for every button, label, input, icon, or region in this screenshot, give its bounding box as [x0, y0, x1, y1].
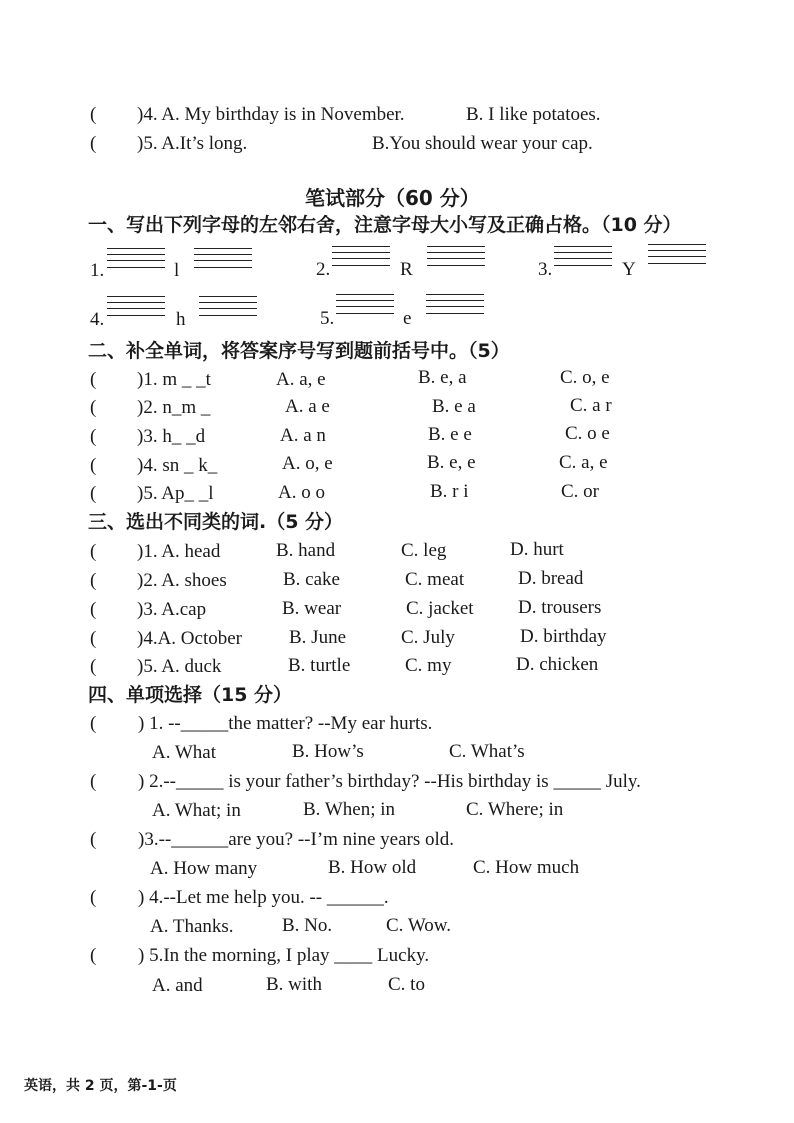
letter-item-number: 1. — [90, 260, 105, 281]
writing-grid[interactable] — [336, 294, 394, 314]
option-b: B. e a — [432, 396, 476, 417]
paren: ( — [90, 829, 97, 850]
option-a: A. a e — [285, 396, 330, 417]
option-a: A. What; in — [152, 800, 241, 821]
option-a: )4.A. October — [137, 628, 242, 649]
option-a: A. What — [152, 742, 217, 763]
option-c: C. What’s — [449, 741, 525, 762]
paren: ( — [90, 887, 97, 908]
question-text: )2. n_m _ — [137, 397, 211, 418]
paren: ( — [90, 104, 97, 125]
option-a: )5. A. duck — [137, 656, 222, 677]
option-b: B. turtle — [288, 655, 351, 676]
question-text: ) 2.--_____ is your father’s birthday? --His birthday is _____ July. — [138, 771, 641, 792]
option-c: C. o e — [565, 423, 610, 444]
paren: ( — [90, 570, 97, 591]
section-heading: 二、补全单词，将答案序号写到题前括号中。（5） — [88, 340, 510, 362]
writing-grid[interactable] — [199, 296, 257, 316]
option-b: B. cake — [283, 569, 340, 590]
option-c: C. a, e — [559, 452, 608, 473]
question-text: ) 5.In the morning, I play ____ Lucky. — [138, 945, 430, 966]
paren: ( — [90, 599, 97, 620]
letter-item-number: 5. — [320, 308, 335, 329]
paren: ( — [90, 369, 97, 390]
question-text: )5. Ap_ _l — [137, 483, 214, 504]
letter-item-number: 2. — [316, 259, 331, 280]
writing-grid[interactable] — [194, 248, 252, 268]
option-b: B. r i — [430, 481, 469, 502]
option-c: C. Wow. — [386, 915, 451, 936]
option-b: B. e, a — [418, 367, 467, 388]
letter-item-number: 3. — [538, 259, 553, 280]
option-d: D. chicken — [516, 654, 599, 675]
option-b: B. How old — [328, 857, 417, 878]
question-text: )4. sn _ k_ — [137, 455, 218, 476]
option-b: B. wear — [282, 598, 342, 619]
given-letter: l — [174, 260, 180, 281]
option-d: D. trousers — [518, 597, 602, 618]
writing-grid[interactable] — [107, 296, 165, 316]
option-a: )2. A. shoes — [137, 570, 227, 591]
question-text: )3.--______are you? --I’m nine years old. — [138, 829, 455, 850]
paren: ( — [90, 426, 97, 447]
option-c: C. or — [561, 481, 599, 502]
paren: ( — [90, 541, 97, 562]
question-text: )4. A. My birthday is in November. — [137, 104, 405, 125]
writing-grid[interactable] — [107, 248, 165, 268]
option-b: B. I like potatoes. — [466, 104, 601, 125]
paren: ( — [90, 713, 97, 734]
given-letter: h — [176, 309, 186, 330]
option-b: B. e e — [428, 424, 472, 445]
question-text: )1. m _ _t — [137, 369, 211, 390]
paren: ( — [90, 483, 97, 504]
option-b: B.You should wear your cap. — [372, 133, 593, 154]
section-heading: 三、选出不同类的词.（5 分） — [88, 511, 344, 533]
paren: ( — [90, 628, 97, 649]
option-a: A. and — [152, 975, 203, 996]
given-letter: R — [400, 259, 413, 280]
paren: ( — [90, 397, 97, 418]
question-text: )3. h_ _d — [137, 426, 206, 447]
option-c: C. July — [401, 627, 455, 648]
option-c: C. jacket — [406, 598, 474, 619]
option-c: C. leg — [401, 540, 447, 561]
option-b: B. with — [266, 974, 322, 995]
option-c: C. How much — [473, 857, 580, 878]
paren: ( — [90, 945, 97, 966]
page-title: 笔试部分（60 分） — [305, 186, 480, 210]
option-c: C. a r — [570, 395, 612, 416]
option-c: C. meat — [405, 569, 465, 590]
option-a: A. How many — [150, 858, 258, 879]
option-a: )3. A.cap — [137, 599, 207, 620]
paren: ( — [90, 656, 97, 677]
paren: ( — [90, 133, 97, 154]
option-d: D. birthday — [520, 626, 607, 647]
option-c: C. to — [388, 974, 425, 995]
option-b: B. No. — [282, 915, 333, 936]
option-a: A. o o — [278, 482, 325, 503]
paren: ( — [90, 455, 97, 476]
question-text: ) 1. --_____the matter? --My ear hurts. — [138, 713, 433, 734]
option-b: B. June — [289, 627, 346, 648]
writing-grid[interactable] — [332, 246, 390, 266]
page-footer: 英语，共 2 页，第-1-页 — [24, 1078, 177, 1094]
option-a: A. a n — [280, 425, 326, 446]
paren: ( — [90, 771, 97, 792]
option-c: C. my — [405, 655, 452, 676]
question-text: ) 4.--Let me help you. -- ______. — [138, 887, 389, 908]
letter-item-number: 4. — [90, 309, 105, 330]
option-c: C. o, e — [560, 367, 610, 388]
writing-grid[interactable] — [426, 294, 484, 314]
given-letter: e — [403, 308, 412, 329]
option-a: A. o, e — [282, 453, 333, 474]
option-a: A. Thanks. — [150, 916, 234, 937]
writing-grid[interactable] — [427, 246, 485, 266]
option-a: A. a, e — [276, 369, 326, 390]
option-d: D. bread — [518, 568, 584, 589]
option-b: B. When; in — [303, 799, 396, 820]
option-b: B. hand — [276, 540, 336, 561]
option-b: B. How’s — [292, 741, 364, 762]
writing-grid[interactable] — [554, 246, 612, 266]
section-heading: 四、单项选择（15 分） — [88, 684, 293, 706]
option-d: D. hurt — [510, 539, 564, 560]
given-letter: Y — [622, 259, 636, 280]
writing-grid[interactable] — [648, 244, 706, 264]
question-text: )5. A.It’s long. — [137, 133, 248, 154]
option-c: C. Where; in — [466, 799, 564, 820]
option-a: )1. A. head — [137, 541, 221, 562]
option-b: B. e, e — [427, 452, 476, 473]
section-heading: 一、写出下列字母的左邻右舍，注意字母大小写及正确占格。（10 分） — [88, 214, 682, 236]
